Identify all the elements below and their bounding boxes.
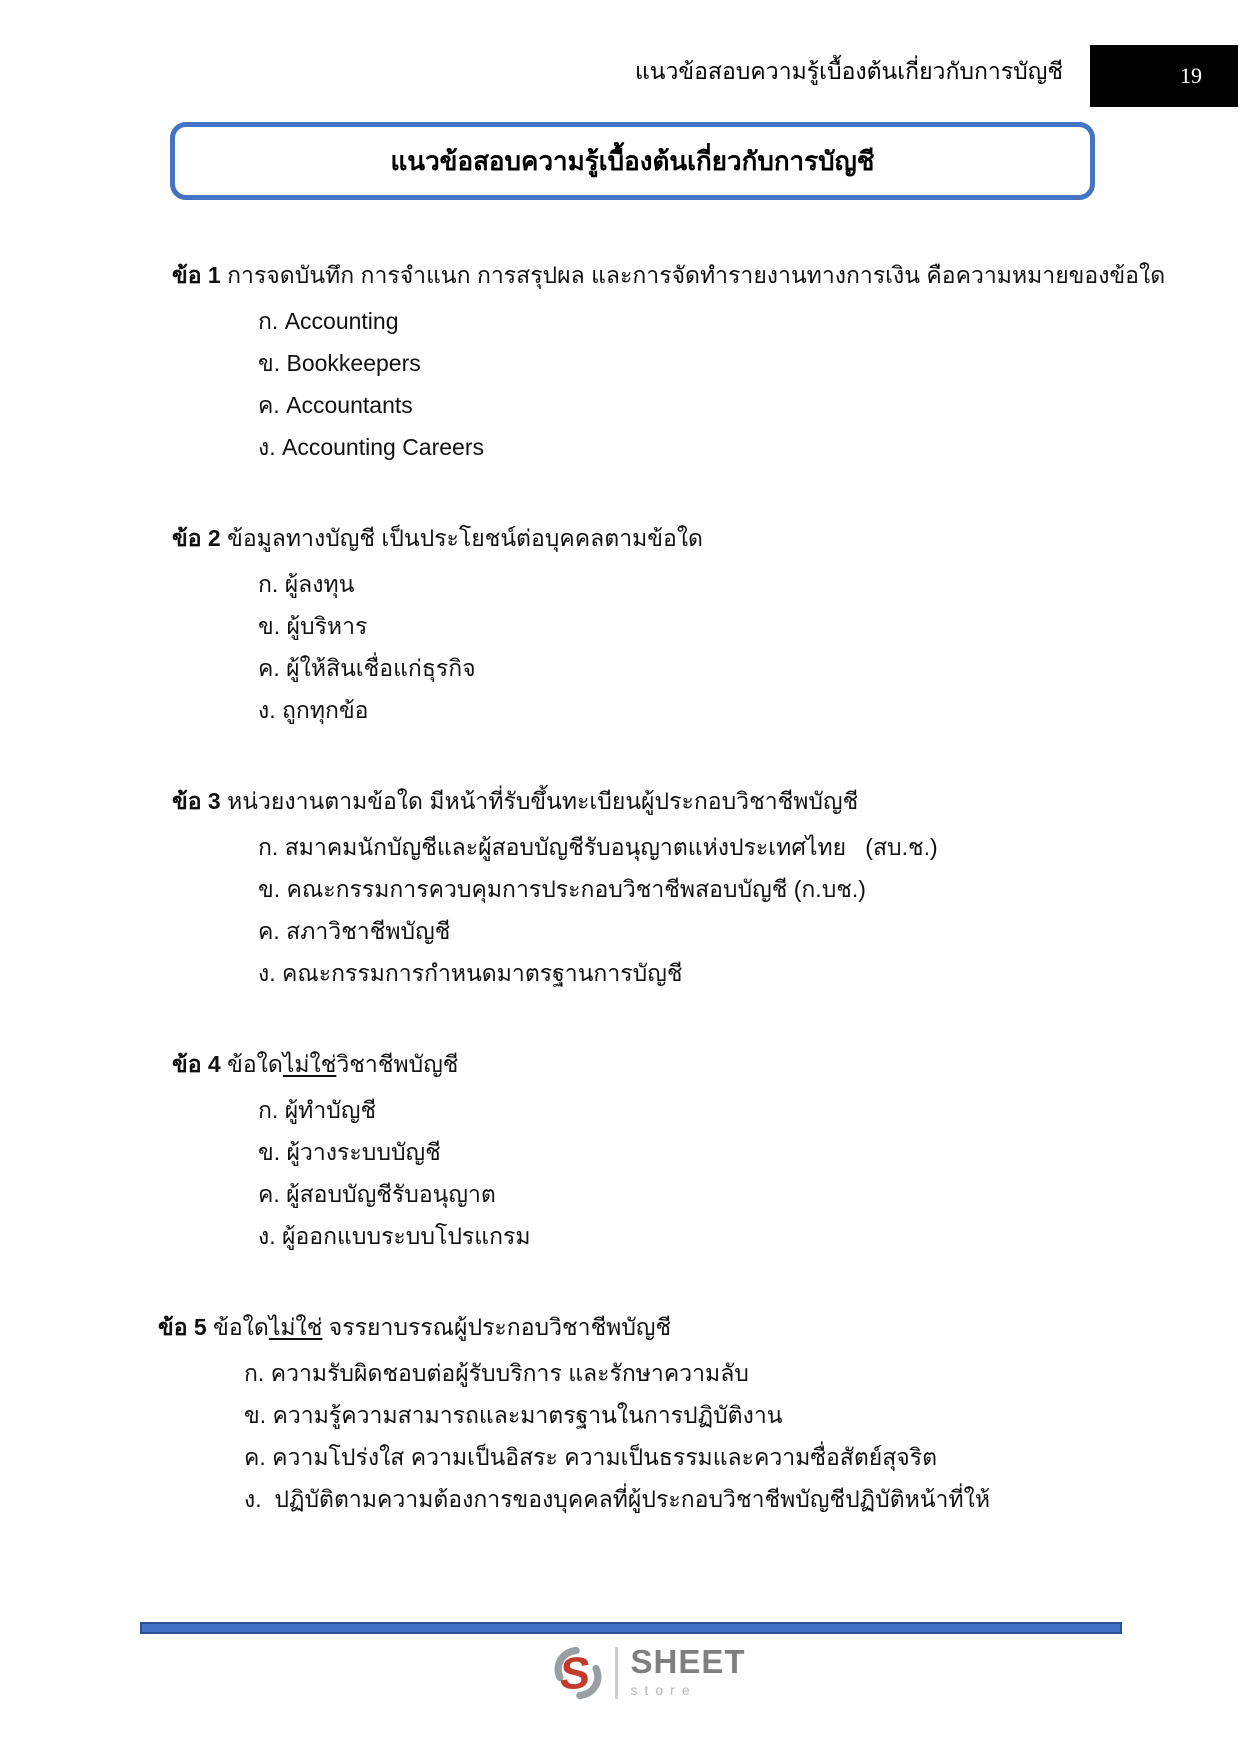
answer-choice: ข. ผู้บริหาร (258, 613, 368, 639)
question-block (172, 1047, 1181, 1261)
stem-underlined-text: ไม่ใช่ (268, 1314, 323, 1340)
stem-text: จรรยาบรรณผู้ประกอบวิชาชีพบัญชี (322, 1314, 672, 1340)
stem-text: ข้อใด (206, 1314, 269, 1340)
stem-text: วิชาชีพบัญชี (336, 1051, 459, 1077)
running-header-title: แนวข้อสอบความรู้เบื้องต้นเกี่ยวกับการบัญชี (634, 58, 1063, 84)
answer-choice: ข. คณะกรรมการควบคุมการประกอบวิชาชีพสอบบัญชี (ก.บช.) (258, 876, 866, 902)
question-block (172, 521, 1181, 735)
stem-text: หน่วยงานตามข้อใด มีหน้าที่รับขึ้นทะเบียนผู้ประกอบวิชาชีพบัญชี (220, 788, 859, 814)
answer-choice: ง. คณะกรรมการกำหนดมาตรฐานการบัญชี (258, 960, 683, 986)
logo-letter-s: S (557, 1647, 594, 1699)
question-stem (172, 784, 1181, 830)
question-block (158, 1310, 1181, 1524)
title-box (170, 122, 1095, 200)
footer-divider-bar (140, 1622, 1122, 1634)
page-title: แนวข้อสอบความรู้เบื้องต้นเกี่ยวกับการบัญชี (390, 145, 875, 176)
answer-choice: ก. Accounting (258, 308, 399, 334)
page-number-box (1090, 45, 1238, 107)
answer-choice: ง. ถูกทุกข้อ (258, 697, 369, 723)
answer-choice: ก. ผู้ทำบัญชี (258, 1097, 377, 1123)
stem-text: ข้อมูลทางบัญชี เป็นประโยชน์ต่อบุคคลตามข้อใด (220, 525, 703, 551)
footer-logo (28, 1645, 1241, 1701)
answer-choice: ง. ผู้ออกแบบระบบโปรแกรม (258, 1223, 531, 1249)
question-number-label: ข้อ 2 (172, 525, 221, 551)
answer-choice: ง. ปฏิบัติตามความต้องการของบุคคลที่ผู้ประกอบวิชาชีพบัญชีปฏิบัติหน้าที่ให้ (244, 1486, 991, 1512)
answer-choice: ก. ความรับผิดชอบต่อผู้รับบริการ และรักษาความลับ (244, 1360, 749, 1386)
question-block (172, 258, 1181, 472)
question-stem (158, 1310, 1181, 1356)
answer-choice: ค. ความโปร่งใส ความเป็นอิสระ ความเป็นธรรมและความซื่อสัตย์สุจริต (244, 1444, 938, 1470)
question-number-label: ข้อ 5 (158, 1314, 207, 1340)
answer-choice: ข. ความรู้ความสามารถและมาตรฐานในการปฏิบัติงาน (244, 1402, 783, 1428)
question-stem (172, 258, 1181, 304)
question-block (172, 784, 1181, 998)
question-number-label: ข้อ 1 (172, 262, 221, 288)
question-stem (172, 521, 1181, 567)
question-stem (172, 1047, 1181, 1093)
answer-choice: ก. ผู้ลงทุน (258, 571, 355, 597)
stem-underlined-text: ไม่ใช่ (282, 1051, 337, 1077)
stem-text: การจดบันทึก การจำแนก การสรุปผล และการจัดทำรายงานทางการเงิน คือความหมายของข้อใด (220, 262, 1166, 288)
sheet-store-logo-icon (551, 1645, 605, 1701)
stem-text: ข้อใด (220, 1051, 283, 1077)
brand-name: SHEET (630, 1643, 746, 1680)
questions (0, 258, 1241, 1573)
question-number-label: ข้อ 4 (172, 1051, 221, 1077)
answer-choice: ข. Bookkeepers (258, 350, 421, 376)
page-number: 19 (1180, 63, 1202, 88)
answer-choice: ก. สมาคมนักบัญชีและผู้สอบบัญชีรับอนุญาตแห่งประเทศไทย (สบ.ช.) (258, 834, 938, 860)
logo-divider (615, 1647, 618, 1699)
answer-choice: ค. สภาวิชาชีพบัญชี (258, 918, 451, 944)
brand-subtitle: store (630, 1682, 697, 1698)
question-number-label: ข้อ 3 (172, 788, 221, 814)
logo-wordmark (630, 1645, 745, 1699)
answer-choice: ข. ผู้วางระบบบัญชี (258, 1139, 441, 1165)
answer-choice: ค. ผู้ให้สินเชื่อแก่ธุรกิจ (258, 655, 476, 681)
answer-choice: ค. Accountants (258, 392, 413, 418)
answer-choice: ค. ผู้สอบบัญชีรับอนุญาต (258, 1181, 496, 1207)
answer-choice: ง. Accounting Careers (258, 434, 485, 460)
